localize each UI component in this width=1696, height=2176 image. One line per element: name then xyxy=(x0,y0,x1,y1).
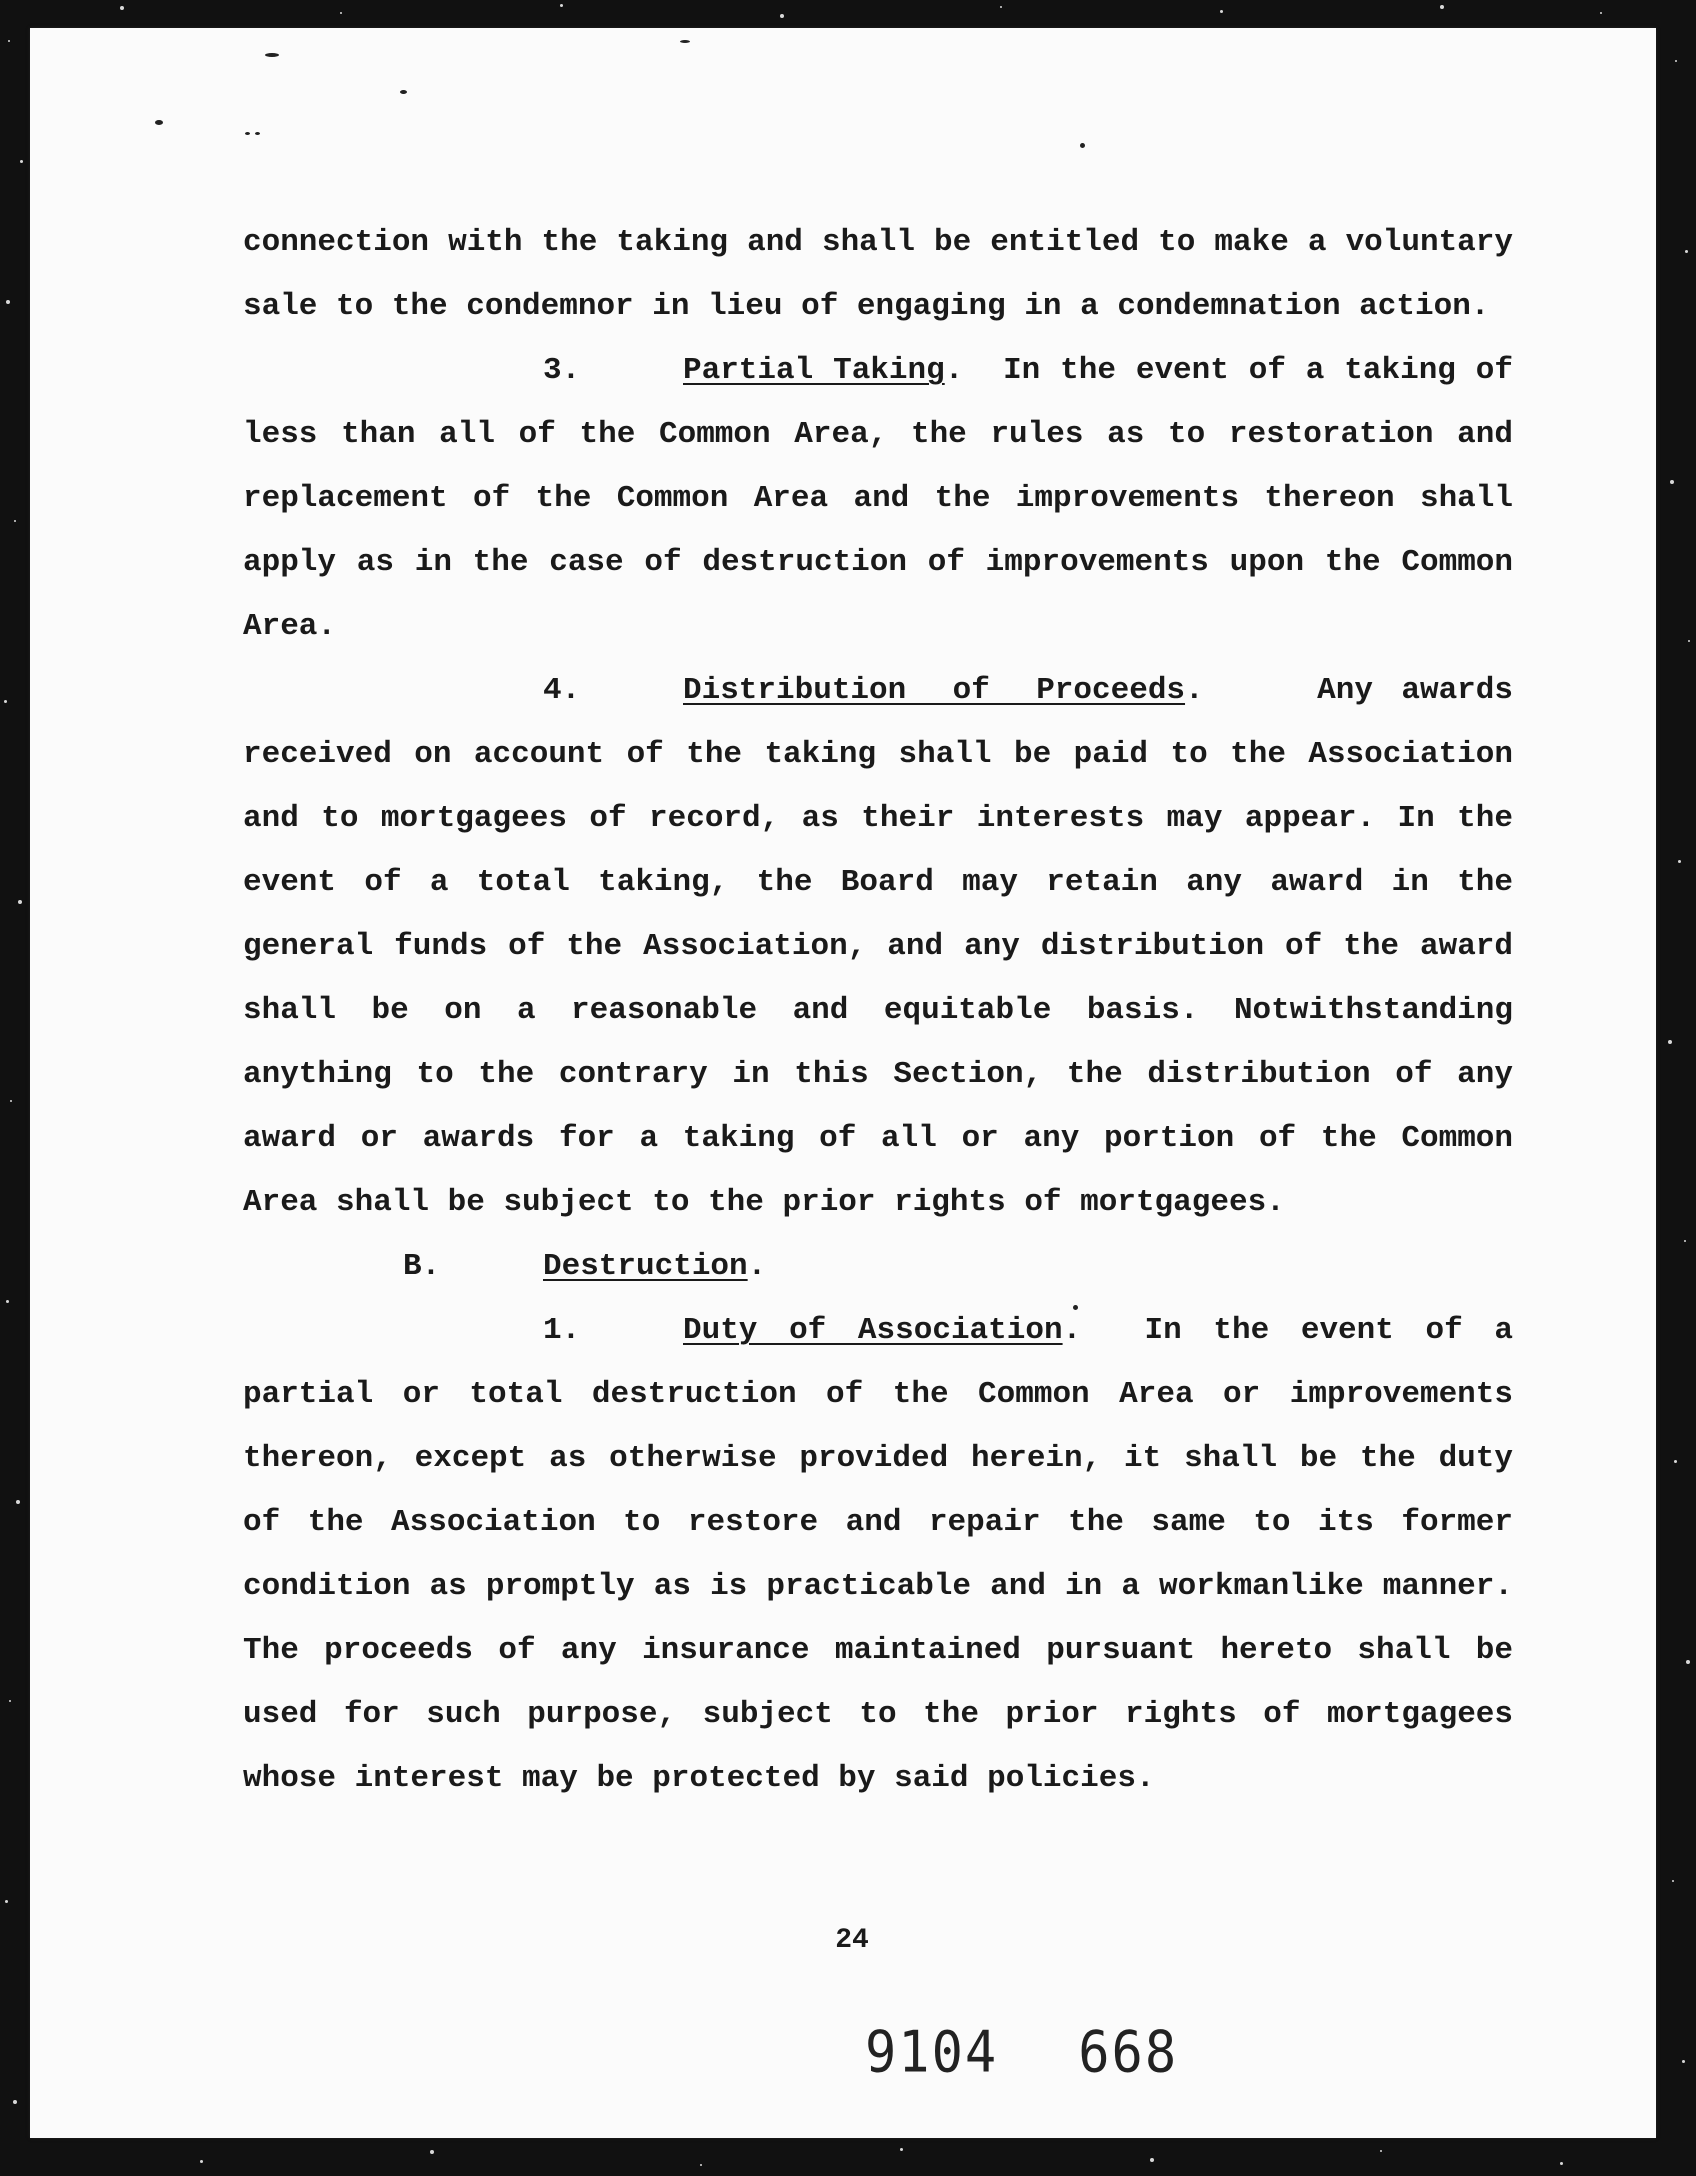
subsection-heading: Destruction xyxy=(543,1249,748,1284)
border-noise-dot xyxy=(10,1100,12,1102)
section-heading: Distribution of Proceeds xyxy=(683,673,1186,708)
border-noise-dot xyxy=(120,6,124,10)
scan-speck xyxy=(1080,143,1085,148)
scan-speck xyxy=(265,53,279,57)
item-1-paragraph xyxy=(243,1299,1513,1811)
document-stamp-number xyxy=(865,2020,1178,2086)
scan-speck xyxy=(245,132,250,135)
border-noise-dot xyxy=(20,160,23,163)
border-noise-dot xyxy=(560,4,563,7)
item-body: In the event of a partial or total destruction of the Common Area or improvements thereon, except as otherwise provided herein, it shall be the duty of the Association to restore and repair the same to its former condition as promptly as is practicable and in a workmanlike manner. The proceeds of any insurance maintained pursuant hereto shall be used for such purpose, subject to the prior rights of mortgagees whose interest may be protected by said policies. xyxy=(243,1313,1513,1796)
section-body: In the event of a taking of less than all of the Common Area, the rules as to restoration and replacement of the Common Area and the improvements thereon shall apply as in the case of destruction of improvements upon the Common Area. xyxy=(243,353,1513,644)
border-noise-dot xyxy=(1560,2162,1563,2165)
border-noise-dot xyxy=(1440,5,1444,9)
border-noise-dot xyxy=(9,1700,11,1702)
border-noise-dot xyxy=(1685,250,1688,253)
border-noise-dot xyxy=(16,1500,20,1504)
border-noise-dot xyxy=(1675,60,1677,62)
border-noise-dot xyxy=(1674,1460,1677,1463)
border-noise-dot xyxy=(1670,480,1674,484)
continuation-paragraph: connection with the taking and shall be entitled to make a voluntary sale to the condemnor in lieu of engaging in a condemnation action. xyxy=(243,225,1513,324)
subsection-b-heading xyxy=(243,1235,1513,1299)
stamp-page-number: 668 xyxy=(1078,2020,1179,2086)
border-noise-dot xyxy=(340,12,342,14)
border-noise-dot xyxy=(1678,860,1681,863)
border-noise-dot xyxy=(14,520,16,522)
body-text xyxy=(243,211,1513,1811)
stamp-book-number: 9104 xyxy=(865,2020,999,2086)
page-number: 24 xyxy=(835,1925,869,1956)
section-body: Any awards received on account of the taking shall be paid to the Association and to mortgagees of record, as their interests may appear. In the event of a total taking, the Board may retain any award in the general funds of the Association, and any distribution of the award shall be on a reasonable and equitable basis. Notwithstanding anything to the contrary in this Section, the distribution of any award or awards for a taking of all or any portion of the Common Area shall be subject to the prior rights of mortgagees. xyxy=(243,673,1513,1220)
border-noise-dot xyxy=(1688,640,1690,642)
border-noise-dot xyxy=(1380,2150,1382,2152)
scan-speck xyxy=(400,90,407,94)
border-noise-dot xyxy=(1668,1040,1672,1044)
border-noise-dot xyxy=(6,300,10,304)
heading-punctuation: . xyxy=(1062,1313,1082,1348)
section-3-paragraph xyxy=(243,339,1513,659)
border-noise-dot xyxy=(1000,6,1002,8)
border-noise-dot xyxy=(8,40,10,42)
border-noise-dot xyxy=(200,2160,203,2163)
document-page xyxy=(30,28,1656,2138)
section-heading: Partial Taking xyxy=(683,353,945,388)
border-noise-dot xyxy=(4,700,7,703)
border-noise-dot xyxy=(780,14,784,18)
border-noise-dot xyxy=(1600,12,1602,14)
section-number: 3. xyxy=(543,353,581,388)
section-4-paragraph xyxy=(243,659,1513,1235)
scan-speck xyxy=(680,40,690,43)
border-noise-dot xyxy=(1150,2158,1154,2162)
border-noise-dot xyxy=(1686,1660,1690,1664)
item-number: 1. xyxy=(543,1313,581,1348)
border-noise-dot xyxy=(1220,10,1223,13)
scan-speck xyxy=(155,120,163,125)
border-noise-dot xyxy=(6,1300,9,1303)
subsection-letter: B. xyxy=(403,1249,441,1284)
section-number: 4. xyxy=(543,673,581,708)
border-noise-dot xyxy=(430,2150,434,2154)
border-noise-dot xyxy=(700,2164,702,2166)
border-noise-dot xyxy=(5,1900,8,1903)
border-noise-dot xyxy=(18,900,22,904)
border-noise-dot xyxy=(1684,1240,1686,1242)
heading-punctuation: . xyxy=(747,1249,767,1284)
border-noise-dot xyxy=(1672,1880,1674,1882)
heading-punctuation: . xyxy=(1185,673,1204,708)
border-noise-dot xyxy=(1682,2060,1685,2063)
heading-punctuation: . xyxy=(944,353,964,388)
item-heading: Duty of Association xyxy=(683,1313,1063,1348)
border-noise-dot xyxy=(900,2148,903,2151)
border-noise-dot xyxy=(13,2100,17,2104)
scan-speck xyxy=(255,132,260,135)
